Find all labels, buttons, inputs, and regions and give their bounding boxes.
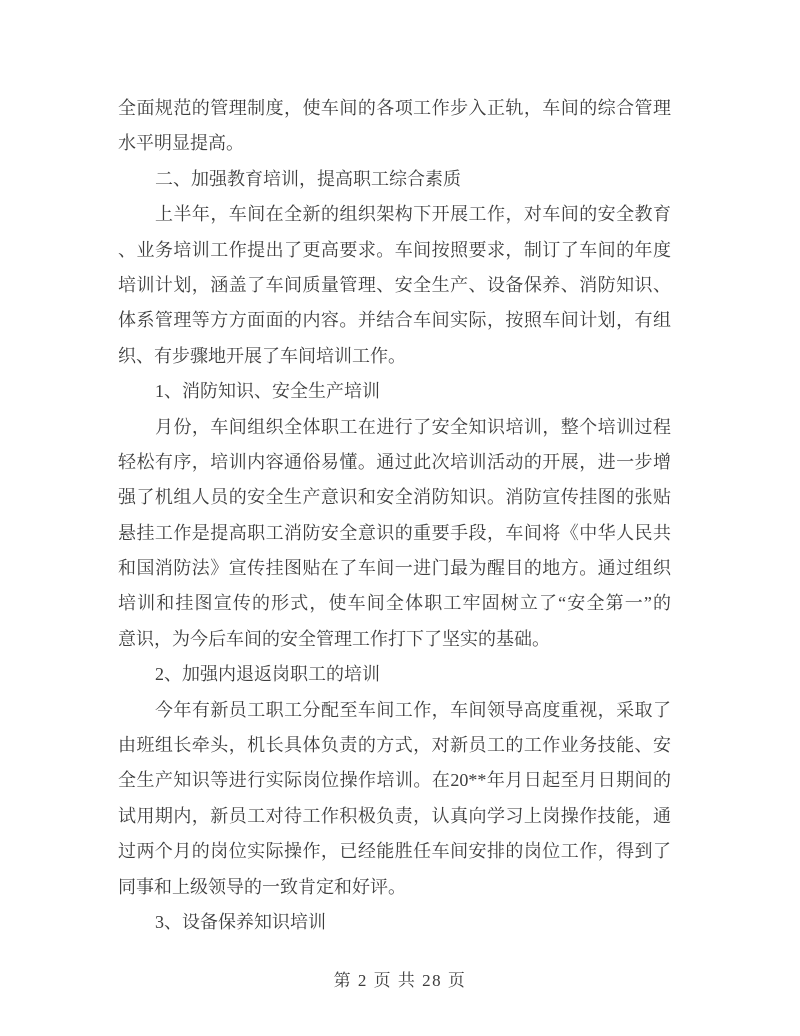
text-line: 培训和挂图宣传的形式，使车间全体职工牢固树立了“安全第一”的 — [118, 593, 671, 614]
text-line: 和国消防法》宣传挂图贴在了车间一进门最为醒目的地方。通过组织 — [118, 558, 671, 579]
text-line: 悬挂工作是提高职工消防安全意识的重要手段，车间将《中华人民共 — [118, 522, 671, 543]
text-line: 全面规范的管理制度，使车间的各项工作步入正轨，车间的综合管理 — [118, 98, 671, 118]
text-line: 意识，为今后车间的安全管理工作打下了坚实的基础。 — [118, 628, 550, 649]
page-number-footer: 第 2 页 共 28 页 — [333, 971, 467, 990]
text-line: 水平明显提高。 — [118, 133, 244, 154]
text-line: 试用期内，新员工对待工作积极负责，认真向学习上岗操作技能，通 — [118, 805, 671, 826]
text-line: 全生产知识等进行实际岗位操作培训。在20**年月日起至月日期间的 — [118, 770, 671, 791]
text-line: 今年有新员工职工分配至车间工作，车间领导高度重视，采取了 — [155, 699, 671, 720]
section-2-heading: 二、加强教育培训，提高职工综合素质 — [155, 168, 461, 189]
subsection-1-heading: 1、消防知识、安全生产培训 — [155, 381, 380, 402]
text-line: 培训计划，涵盖了车间质量管理、安全生产、设备保养、消防知识、 — [118, 274, 671, 295]
text-line: 由班组长牵头，机长具体负责的方式，对新员工的工作业务技能、安 — [118, 735, 671, 756]
text-line: 体系管理等方方面面的内容。并结合车间实际，按照车间计划，有组 — [118, 310, 671, 331]
text-line: 月份，车间组织全体职工在进行了安全知识培训，整个培训过程 — [155, 416, 671, 437]
text-line: 上半年，车间在全新的组织架构下开展工作，对车间的安全教育 — [155, 204, 671, 225]
document-body — [118, 91, 671, 940]
subsection-3-heading: 3、设备保养知识培训 — [155, 911, 326, 932]
text-line: 过两个月的岗位实际操作，已经能胜任车间安排的岗位工作，得到了 — [118, 841, 671, 862]
subsection-2-heading: 2、加强内退返岗职工的培训 — [155, 664, 380, 685]
text-line: 强了机组人员的安全生产意识和安全消防知识。消防宣传挂图的张贴 — [118, 487, 671, 508]
text-line: 同事和上级领导的一致肯定和好评。 — [118, 876, 406, 897]
text-line: 轻松有序，培训内容通俗易懂。通过此次培训活动的开展，进一步增 — [118, 451, 671, 472]
text-line: 、业务培训工作提出了更高要求。车间按照要求，制订了车间的年度 — [118, 239, 671, 260]
text-line: 织、有步骤地开展了车间培训工作。 — [118, 345, 406, 366]
